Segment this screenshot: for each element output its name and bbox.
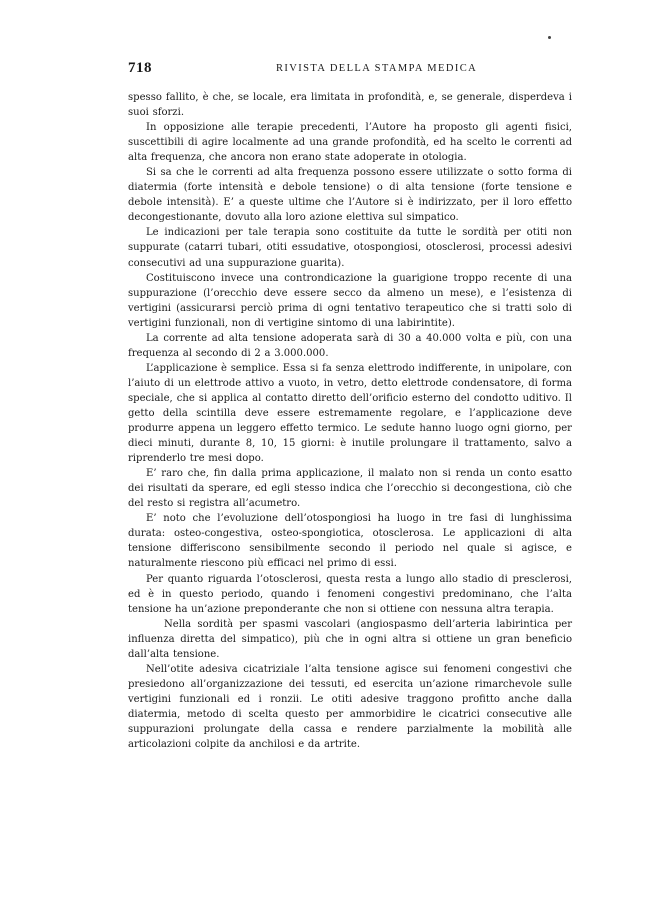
paragraph: Per quanto riguarda l’otosclerosi, questa resta a lungo allo stadio di presclerosi, ed è in questo periodo, quando i fenomeni congestivi predominano, che l’alta tensione ha un’azione preponderante che non si ottiene con nessuna altra terapia.: [128, 573, 572, 615]
page-header: [128, 60, 570, 80]
page-number: 718: [128, 60, 152, 76]
paragraph: Costituiscono invece una controndicazione la guarigione troppo recente di una suppurazione (l’orecchio deve essere secco da almeno un mese), e l’esistenza di vertigini (assicurarsi perciò prima di ogni tentativo terapeutico che si tratti solo di vertigini funzionali, non di vertigine sintomo di una labirintite).: [128, 272, 572, 329]
paragraph: Nella sordità per spasmi vascolari (angiospasmo dell’arteria labirintica per influenza diretta del simpatico), più che in ogni altra si ottiene un gran beneficio dall’alta tensione.: [128, 618, 572, 660]
body-text: [128, 90, 572, 752]
paragraph: L’applicazione è semplice. Essa si fa senza elettrodo indifferente, in unipolare, con l’aiuto di un elettrode attivo a vuoto, in vetro, detto elettrode condensatore, di forma speciale, che si applica al contatto diretto dell’orificio esterno del condotto uditivo. Il getto della scintilla deve essere estremamente regolare, e l’applicazione deve produrre appena un leggero effetto termico. Le sedute hanno luogo ogni giorno, per dieci minuti, durante 8, 10, 15 giorni: è inutile prolungare il trattamento, salvo a riprenderlo tre mesi dopo.: [128, 362, 572, 465]
running-title: RIVISTA DELLA STAMPA MEDICA: [276, 63, 478, 74]
paragraph: In opposizione alle terapie precedenti, l’Autore ha proposto gli agenti fisici, suscettibili di agire localmente ad una grande profondità, ed ha scelto le correnti ad alta frequenza, che ancora non erano state adoperate in otologia.: [128, 122, 572, 164]
paragraph: spesso fallito, è che, se locale, era limitata in profondità, e, se generale, disperdeva i suoi sforzi.: [128, 92, 572, 119]
paragraph: E’ raro che, fin dalla prima applicazione, il malato non si renda un conto esatto dei risultati da sperare, ed egli stesso indica che l’orecchio si decongestiona, ciò che del resto si registra all’acumetro.: [128, 468, 572, 510]
paragraph: Nell’otite adesiva cicatriziale l’alta tensione agisce sui fenomeni congestivi che presiedono all’organizzazione dei tessuti, ed esercita un’azione rimarchevole sulle vertigini funzionali ed i ronzii. Le otiti adesive traggono profitto anche dalla diatermia, metodo di scelta questo per ammorbidire le cicatrici consecutive alle suppurazioni prolungate della cassa e rendere parzialmente la mobilità alle articolazioni colpite da anchilosi e da artrite.: [128, 663, 572, 751]
paragraph: Si sa che le correnti ad alta frequenza possono essere utilizzate o sotto forma di diatermia (forte intensità e debole tensione) o di alta tensione (forte tensione e debole intensità). E’ a queste ultime che l’Autore si è indirizzato, per il loro effetto decongestionante, dovuto alla loro azione elettiva sul simpatico.: [128, 167, 572, 224]
paragraph: Le indicazioni per tale terapia sono costituite da tutte le sordità per otiti non suppurate (catarri tubari, otiti essudative, otospongiosi, otosclerosi, processi adesivi consecutivi ad una suppurazione guarita).: [128, 227, 572, 269]
paragraph: E’ noto che l’evoluzione dell’otospongiosi ha luogo in tre fasi di lunghissima durata: osteo-congestiva, osteo-spongiotica, otosclerosa. Le applicazioni di alta tensione differiscono sensibilmente secondo il periodo nel quale si agisce, e naturalmente riescono più efficaci nel primo di essi.: [128, 513, 572, 570]
paragraph: La corrente ad alta tensione adoperata sarà di 30 a 40.000 volta e più, con una frequenza al secondo di 2 a 3.000.000.: [128, 332, 572, 359]
speck-mark: [548, 36, 551, 39]
